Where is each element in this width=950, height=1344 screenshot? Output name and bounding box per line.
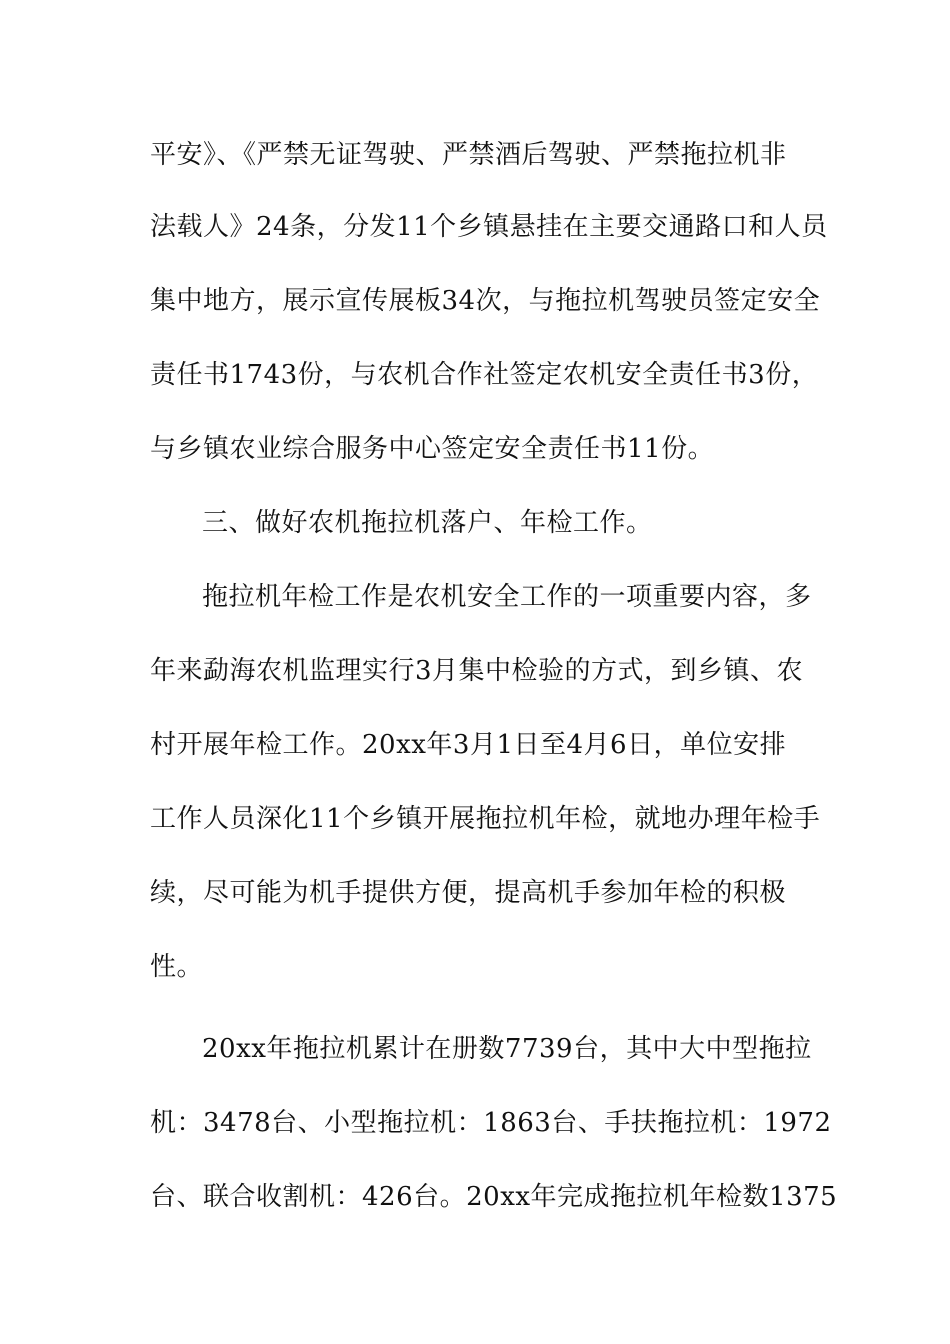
text-line: 法载人》24条，分发11个乡镇悬挂在主要交通路口和人员 xyxy=(150,212,828,242)
text-line: 责任书1743份，与农机合作社签定农机安全责任书3份， xyxy=(150,360,819,390)
text-line: 20xx年拖拉机累计在册数7739台，其中大中型拖拉 xyxy=(202,1034,812,1064)
text-line: 村开展年检工作。20xx年3月1日至4月6日，单位安排 xyxy=(150,730,787,760)
text-line: 与乡镇农业综合服务中心签定安全责任书11份。 xyxy=(150,434,715,464)
text-line: 年来勐海农机监理实行3月集中检验的方式，到乡镇、农 xyxy=(150,656,804,686)
text-line: 平安》、《严禁无证驾驶、严禁酒后驾驶、严禁拖拉机非 xyxy=(150,140,787,170)
text-line: 拖拉机年检工作是农机安全工作的一项重要内容，多 xyxy=(202,582,812,612)
text-line: 续，尽可能为机手提供方便，提高机手参加年检的积极 xyxy=(150,878,787,908)
text-line: 台、联合收割机：426台。20xx年完成拖拉机年检数1375 xyxy=(150,1182,838,1212)
text-line: 机：3478台、小型拖拉机：1863台、手扶拖拉机：1972 xyxy=(150,1108,832,1138)
text-line: 性。 xyxy=(150,952,204,982)
section-heading: 三、做好农机拖拉机落户、年检工作。 xyxy=(202,508,653,538)
text-line: 工作人员深化11个乡镇开展拖拉机年检，就地办理年检手 xyxy=(150,804,821,834)
text-line: 集中地方，展示宣传展板34次，与拖拉机驾驶员签定安全 xyxy=(150,286,821,316)
